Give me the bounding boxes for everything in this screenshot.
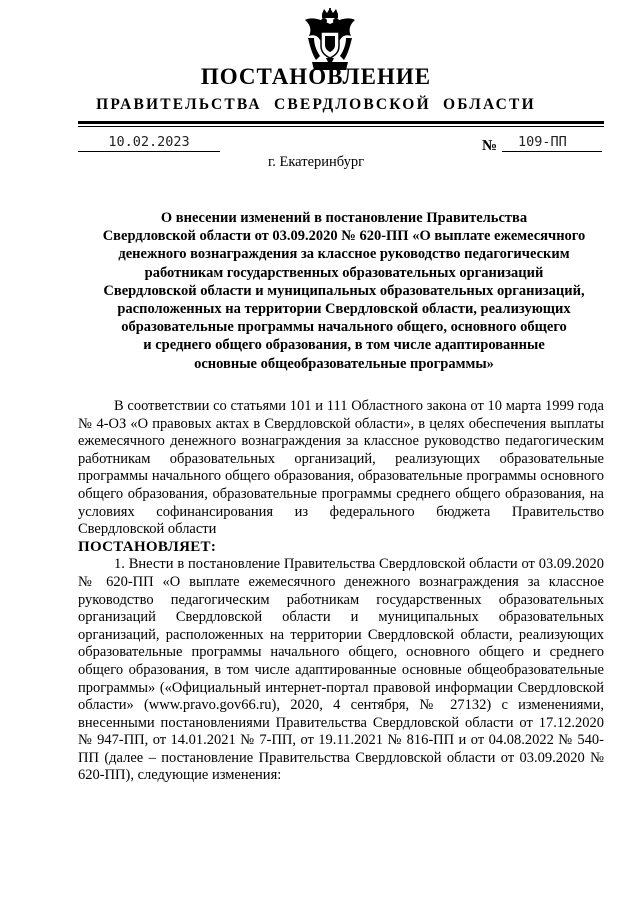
date-underline <box>78 151 220 152</box>
city: г. Екатеринбург <box>267 154 365 170</box>
number-underline <box>502 151 602 152</box>
title-line: и среднего общего образования, в том числе адаптированные <box>143 337 545 354</box>
title-line: Свердловской области и муниципальных образовательных организаций, <box>103 282 585 299</box>
coat-of-arms-emblem <box>302 8 358 72</box>
resolves-keyword: ПОСТАНОВЛЯЕТ: <box>78 538 217 555</box>
document-type: ПОСТАНОВЛЕНИЕ <box>200 64 432 89</box>
title-line: расположенных на территории Свердловской области, реализующих <box>117 301 571 318</box>
header-divider-thick <box>78 121 604 124</box>
document-number: 109-ПП <box>518 134 567 150</box>
number-sign: № <box>482 138 498 154</box>
title-line: денежного вознаграждения за классное руководство педагогическим <box>118 246 570 263</box>
header-divider-thin <box>78 126 604 127</box>
document-body <box>78 398 604 785</box>
title-line: образовательные программы начального общего, основного общего <box>121 319 567 336</box>
title-line: работникам государственных образовательных организаций <box>144 264 544 281</box>
document-date: 10.02.2023 <box>108 134 190 150</box>
item-1-paragraph: 1. Внести в постановление Правительства Свердловской области от 03.09.2020 № 620-ПП «О выплате ежемесячного денежного вознаграждения за классное руководство педагогическим работникам государственных образовательных организаций Свердловской области и муниципальных образовательных организаций, расположенных на территории Свердловской области, реализующих образовательные программы начального общего, основного общего и среднего общего образования, в том числе адаптированные основные общеобразовательные программы» («Официальный интернет-портал правовой информации Свердловской области» (www.pravo.gov66.ru), 2020, 4 сентября, № 27132) с изменениями, внесенными постановлениями Правительства Свердловской области от 17.12.2020 № 947-ПП, от 14.01.2021 № 7-ПП, от 19.11.2021 № 816-ПП и от 04.08.2022 № 540-ПП (далее – постановление Правительства Свердловской области от 03.09.2020 № 620-ПП), следующие изменения: <box>78 556 604 784</box>
title-line: основные общеобразовательные программы» <box>194 355 494 372</box>
title-line: Свердловской области от 03.09.2020 № 620-ПП «О выплате ежемесячного <box>102 228 586 245</box>
government-name: ПРАВИТЕЛЬСТВА СВЕРДЛОВСКОЙ ОБЛАСТИ <box>96 96 536 113</box>
title-line: О внесении изменений в постановление Правительства <box>160 210 528 226</box>
document-title <box>80 209 608 373</box>
preamble-paragraph: В соответствии со статьями 101 и 111 Областного закона от 10 марта 1999 года № 4-ОЗ «О правовых актах в Свердловской области», в целях обеспечения выплаты ежемесячного денежного вознаграждения за классное руководство педагогическим работникам образовательных организаций, реализующих образовательные программы начального общего образования, образовательные программы основного общего образования, образовательные программы среднего общего образования, на условиях софинансирования из федерального бюджета Правительство Свердловской области <box>78 398 604 538</box>
